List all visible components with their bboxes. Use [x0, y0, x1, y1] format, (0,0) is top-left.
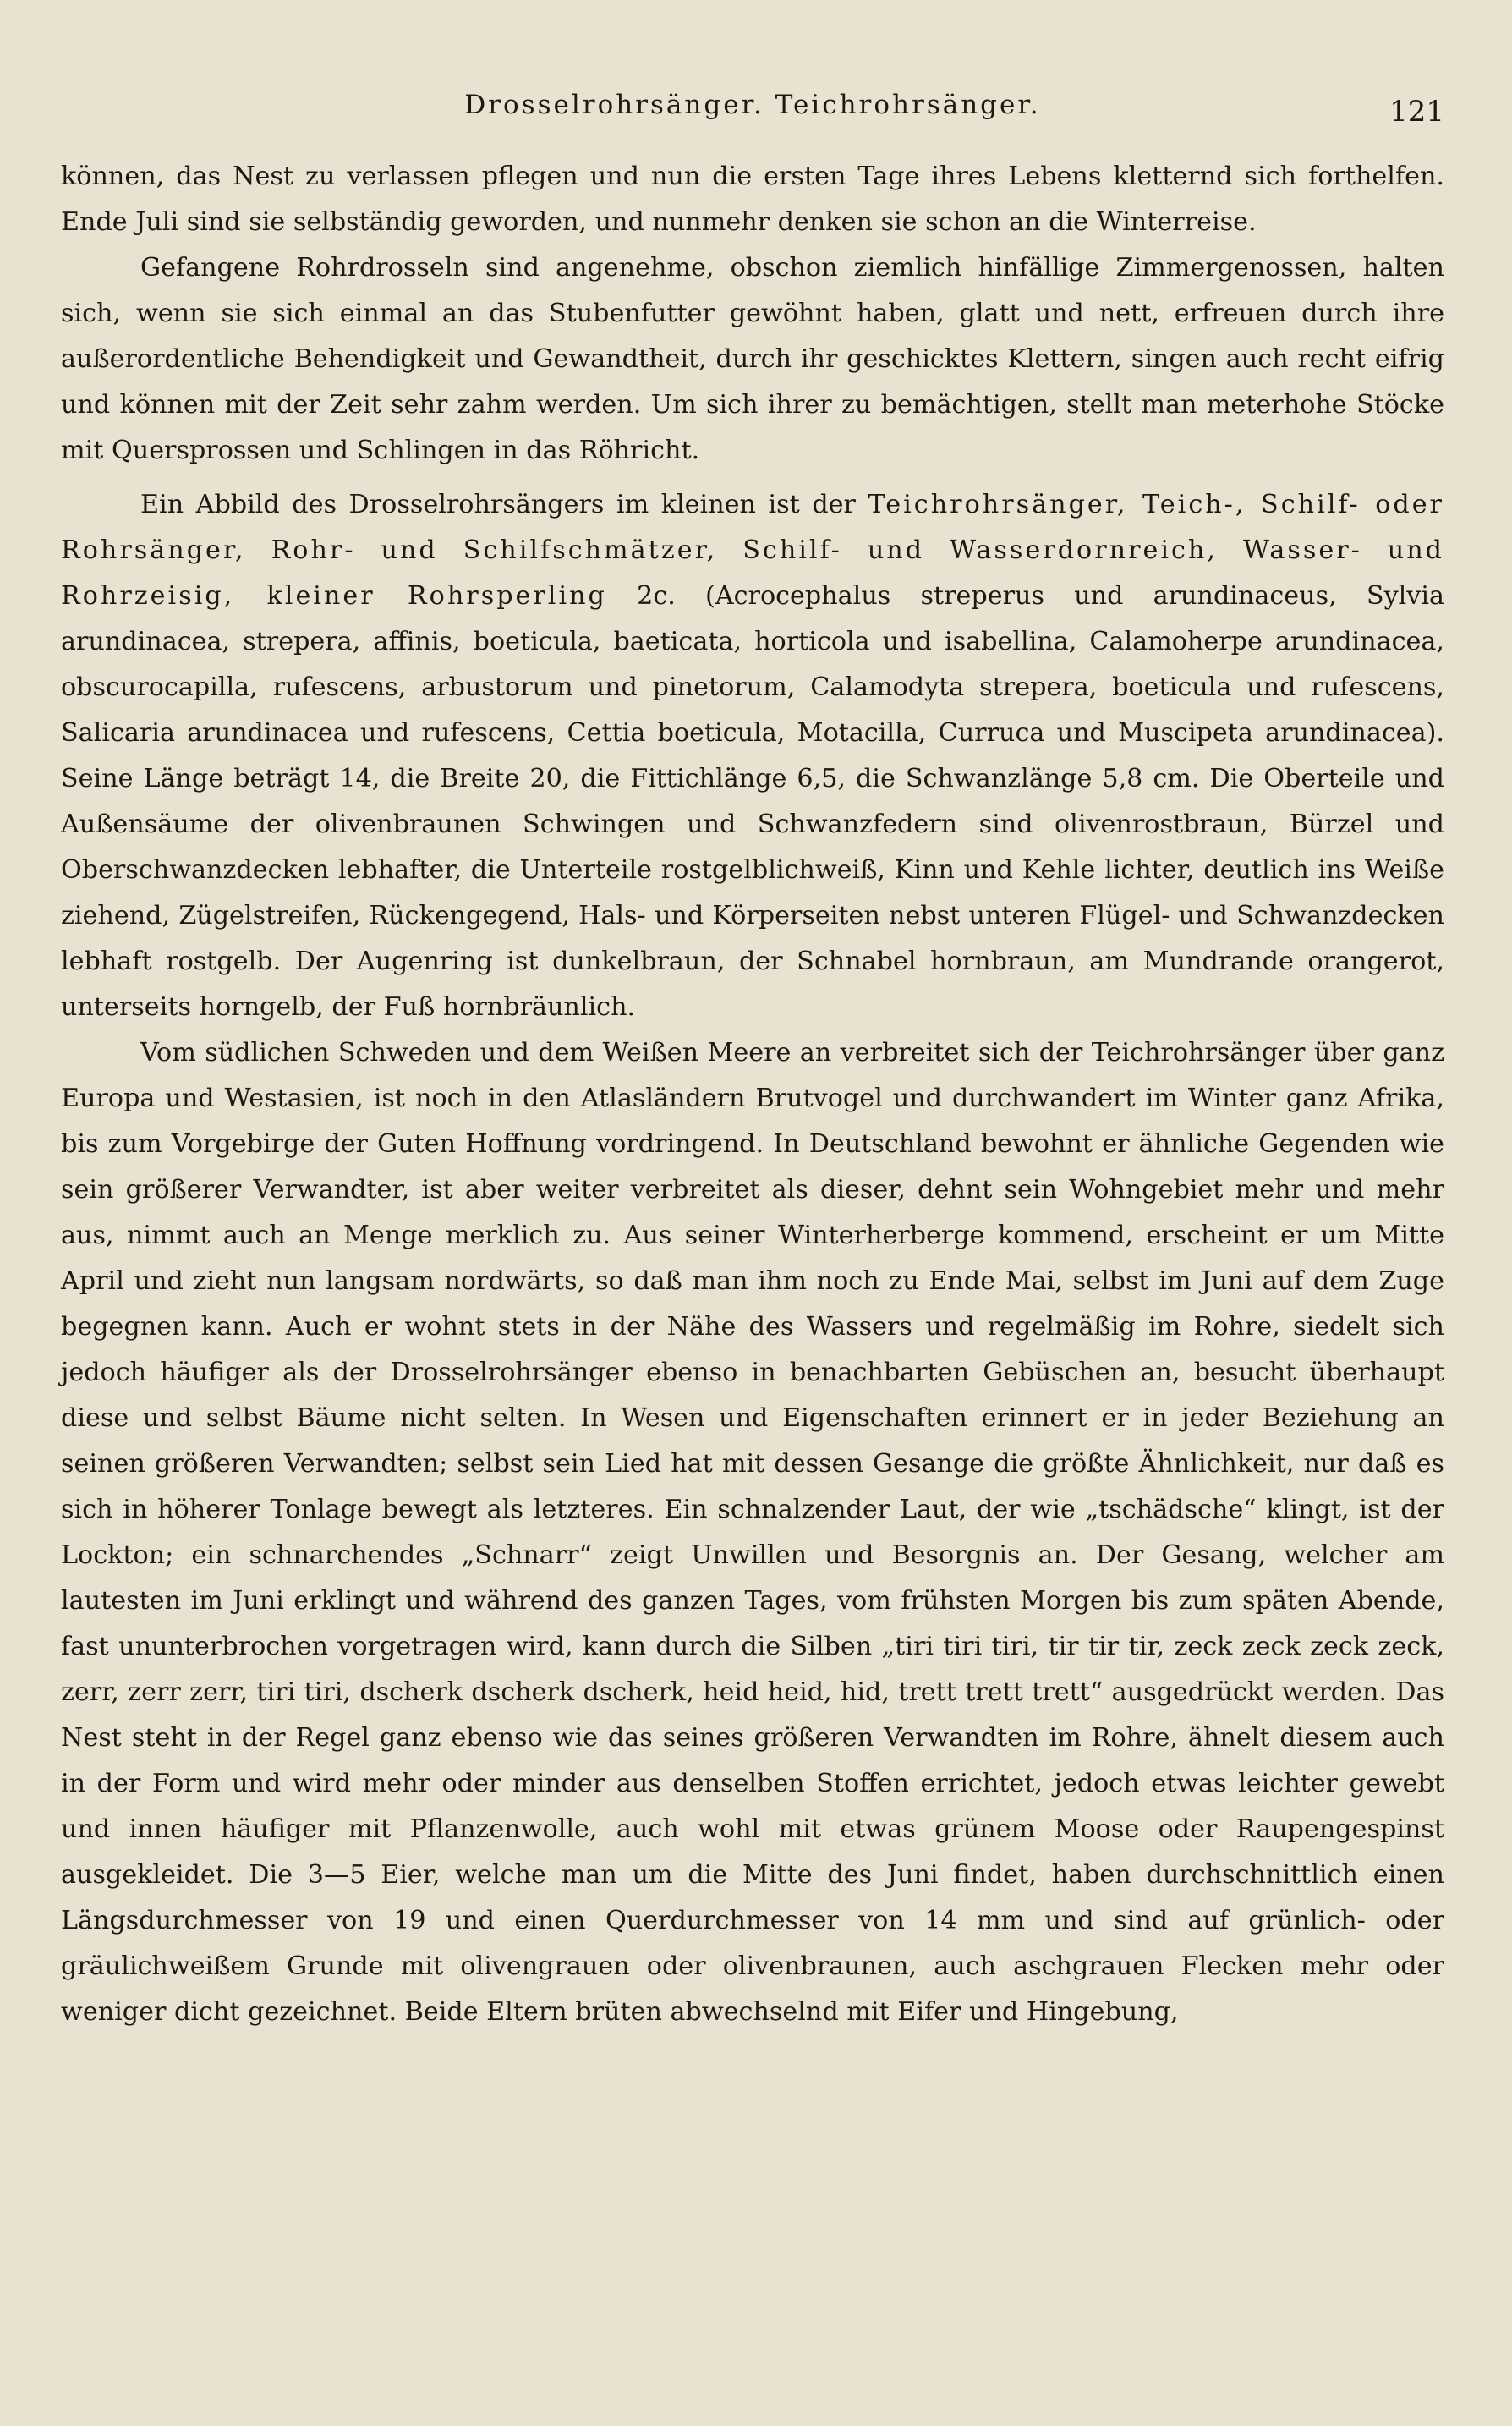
- paragraph-2: Gefangene Rohrdrosseln sind angenehme, obschon ziemlich hinfällige Zimmergenossen, halten sich, wenn sie sich einmal an das Stubenfutter gewöhnt haben, glatt und nett, erfreuen durch ihre außerordentliche Behendigkeit und Gewandtheit, durch ihr geschicktes Klettern, singen auch recht eifrig und können mit der Zeit sehr zahm werden. Um sich ihrer zu bemächtigen, stellt man meterhohe Stöcke mit Quersprossen und Schlingen in das Röhricht.: [61, 253, 1444, 465]
- paragraph-3: [61, 482, 1444, 1030]
- running-head: Drosselrohrsänger. Teichrohrsänger.: [464, 90, 1041, 120]
- body-text: [61, 154, 1444, 2035]
- paragraph-4: Vom südlichen Schweden und dem Weißen Meere an verbreitet sich der Teichrohrsänger über ganz Europa und Westasien, ist noch in den Atlasländern Brutvogel und durchwandert im Winter ganz Afrika, bis zum Vorgebirge der Guten Hoffnung vordringend. In Deutschland bewohnt er ähnliche Gegenden wie sein größerer Verwandter, ist aber weiter verbreitet als dieser, dehnt sein Wohngebiet mehr und mehr aus, nimmt auch an Menge merklich zu. Aus seiner Winterherberge kommend, erscheint er um Mitte April und zieht nun langsam nordwärts, so daß man ihm noch zu Ende Mai, selbst im Juni auf dem Zuge begegnen kann. Auch er wohnt stets in der Nähe des Wassers und regelmäßig im Rohre, siedelt sich jedoch häufiger als der Drosselrohrsänger ebenso in benachbarten Gebüschen an, besucht überhaupt diese und selbst Bäume nicht selten. In Wesen und Eigenschaften erinnert er in jeder Beziehung an seinen größeren Verwandten; selbst sein Lied hat mit dessen Gesange die größte Ähnlichkeit, nur daß es sich in höherer Tonlage bewegt als letzteres. Ein schnalzender Laut, der wie „tschädsche“ klingt, ist der Lockton; ein schnarchendes „Schnarr“ zeigt Unwillen und Besorgnis an. Der Gesang, welcher am lautesten im Juni erklingt und während des ganzen Tages, vom frühsten Morgen bis zum späten Abende, fast ununterbrochen vorgetragen wird, kann durch die Silben „tiri tiri tiri, tir tir tir, zeck zeck zeck zeck, zerr, zerr zerr, tiri tiri, dscherk dscherk dscherk, heid heid, hid, trett trett trett“ ausgedrückt werden. Das Nest steht in der Regel ganz ebenso wie das seines größeren Verwandten im Rohre, ähnelt diesem auch in der Form und wird mehr oder minder aus denselben Stoffen errichtet, jedoch etwas leichter gewebt und innen häufiger mit Pflanzenwolle, auch wohl mit etwas grünem Moose oder Raupengespinst ausgekleidet. Die 3—5 Eier, welche man um die Mitte des Juni findet, haben durchschnittlich einen Längsdurchmesser von 19 und einen Querdurchmesser von 14 mm und sind auf grünlich- oder gräulichweißem Grunde mit olivengrauen oder olivenbraunen, auch aschgrauen Flecken mehr oder weniger dicht gezeichnet. Beide Eltern brüten abwechselnd mit Eifer und Hingebung,: [61, 1038, 1444, 2027]
- page-number: 121: [1389, 95, 1444, 129]
- paragraph-1: können, das Nest zu verlassen pflegen und nun die ersten Tage ihres Lebens kletternd sich forthelfen. Ende Juli sind sie selbständig geworden, und nunmehr denken sie schon an die Winterreise.: [61, 162, 1444, 237]
- paragraph-3-lead: Ein Abbild des Drosselrohrsängers im kleinen ist der: [140, 490, 856, 519]
- page-header: [61, 85, 1444, 135]
- paragraph-3-rest: 2c. (Acrocephalus streperus und arundinaceus, Sylvia arundinacea, strepera, affinis, boeticula, baeticata, horticola und isabellina, Calamoherpe arundinacea, obscurocapilla, rufescens, arbustorum und pinetorum, Calamodyta strepera, boeticula und rufescens, Salicaria arundinacea und rufescens, Cettia boeticula, Motacilla, Curruca und Muscipeta arundinacea). Seine Länge beträgt 14, die Breite 20, die Fittichlänge 6,5, die Schwanzlänge 5,8 cm. Die Oberteile und Außensäume der olivenbraunen Schwingen und Schwanzfedern sind olivenrostbraun, Bürzel und Oberschwanzdecken lebhafter, die Unterteile rostgelblichweiß, Kinn und Kehle lichter, deutlich ins Weiße ziehend, Zügelstreifen, Rückengegend, Hals- und Körperseiten nebst unteren Flügel- und Schwanzdecken lebhaft rostgelb. Der Augenring ist dunkelbraun, der Schnabel hornbraun, am Mundrande orangerot, unterseits horngelb, der Fuß hornbräunlich.: [61, 581, 1444, 1022]
- species-names: Teichrohrsänger, Teich-, Schilf- oder Rohrsänger, Rohr- und Schilfschmätzer, Schilf- und Wasserdornreich, Wasser- und Rohrzeisig, kleiner Rohrsperling: [61, 490, 1444, 611]
